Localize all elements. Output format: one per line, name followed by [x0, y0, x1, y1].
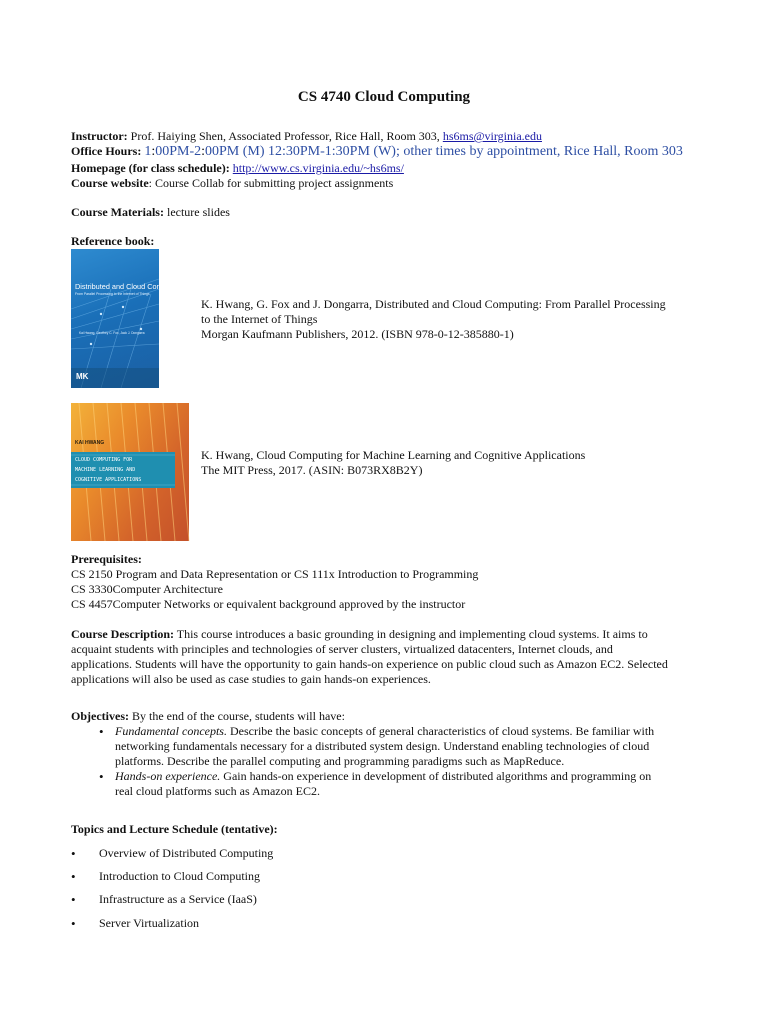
objectives-section: [71, 709, 654, 799]
objectives-intro: By the end of the course, students will have:: [128, 709, 345, 723]
topic-item: • Introduction to Cloud Computing: [99, 869, 260, 884]
topic-item: • Server Virtualization: [99, 916, 199, 931]
materials-line: [71, 205, 230, 220]
office-hours-part: :: [151, 144, 156, 159]
office-hours-part: 2: [194, 144, 202, 159]
office-hours-text: [144, 144, 683, 159]
homepage-label: Homepage (for class schedule):: [71, 161, 230, 175]
instructor-line: [71, 129, 542, 144]
website-line: [71, 176, 393, 191]
objectives-label: Objectives:: [71, 709, 129, 723]
homepage-line: [71, 161, 404, 176]
instructor-text: Prof. Haiying Shen, Associated Professor, Rice Hall, Room 303,: [127, 129, 443, 143]
cover-title-line: COGNITIVE APPLICATIONS: [75, 477, 142, 483]
topic-item: • Infrastructure as a Service (IaaS): [99, 892, 257, 907]
cover-author: KAI HWANG: [75, 440, 105, 446]
prerequisites-label: Prerequisites:: [71, 552, 142, 566]
book-cover-art: [71, 249, 183, 388]
prerequisite-item: CS 3330Computer Architecture: [71, 582, 223, 596]
materials-text: lecture slides: [163, 205, 230, 219]
book-1-citation: [201, 297, 666, 342]
prerequisite-item: CS 4457Computer Networks or equivalent background approved by the instructor: [71, 597, 466, 611]
reference-label: Reference book:: [71, 234, 155, 248]
book-1-line: K. Hwang, G. Fox and J. Dongarra, Distributed and Cloud Computing: From Parallel Processing: [201, 297, 666, 311]
objective-text: networking fundamentals necessary for a distributed system design. Understand enabling technologies of cloud: [115, 739, 650, 753]
book-1-line: to the Internet of Things: [201, 312, 318, 326]
prerequisites-section: [71, 552, 478, 612]
cover-title: [75, 455, 141, 485]
cover-subtitle: From Parallel Processing to the Internet of Things: [75, 292, 150, 296]
objective-item: [71, 769, 654, 799]
cover-title-line: CLOUD COMPUTING FOR: [75, 457, 133, 463]
website-text: : Course Collab for submitting project assignments: [148, 176, 394, 190]
book-cover-distributed-cloud: [71, 249, 183, 388]
book-2-line: K. Hwang, Cloud Computing for Machine Learning and Cognitive Applications: [201, 448, 586, 462]
instructor-email-link[interactable]: hs6ms@virginia.edu: [442, 129, 542, 143]
objective-title: Fundamental concepts.: [115, 724, 227, 738]
homepage-link[interactable]: http://www.cs.virginia.edu/~hs6ms/: [232, 161, 404, 175]
description-line: This course introduces a basic grounding in designing and implementing cloud systems. It aims to: [173, 627, 648, 641]
objectives-list: [71, 724, 654, 799]
book-cover-ml-cognitive: [71, 403, 189, 541]
topics-label: Topics and Lecture Schedule (tentative):: [71, 822, 278, 836]
objective-text: platforms. Describe the parallel computing and programming paradigms such as MapReduce.: [115, 754, 565, 768]
description-label: Course Description:: [71, 627, 174, 641]
office-hours-part: :: [201, 144, 205, 159]
prerequisite-item: CS 2150 Program and Data Representation or CS 111x Introduction to Programming: [71, 567, 479, 581]
objective-item: [71, 724, 654, 769]
description-line: applications. Students will have the opportunity to gain hands-on experience on public cloud such as Amazon EC2. Selected: [71, 657, 668, 671]
cover-title-line: MACHINE LEARNING AND: [75, 467, 136, 473]
cover-title: Distributed and Cloud Computing: [75, 282, 183, 291]
objective-text: Describe the basic concepts of general characteristics of cloud systems. Be familiar with: [226, 724, 655, 738]
office-hours-part: 1: [144, 144, 152, 159]
office-hours-part: 00PM-: [155, 144, 195, 159]
office-hours-part: 00PM (M) 12:30PM-1:30PM (W); other times by appointment, Rice Hall, Room 303: [205, 144, 683, 159]
course-description: [71, 627, 668, 687]
materials-label: Course Materials:: [71, 205, 164, 219]
book-1-line: Morgan Kaufmann Publishers, 2012. (ISBN 978-0-12-385880-1): [201, 327, 514, 341]
website-label: Course website: [71, 176, 149, 190]
description-line: applications will also be used as case studies to gain hands-on experiences.: [71, 672, 431, 686]
book-2-line: The MIT Press, 2017. (ASIN: B073RX8B2Y): [201, 463, 423, 477]
office-hours-line: [71, 144, 683, 159]
topic-item: • Overview of Distributed Computing: [99, 846, 273, 861]
page-title: CS 4740 Cloud Computing: [297, 89, 471, 105]
objective-title: Hands-on experience.: [115, 769, 221, 783]
book-2-citation: [201, 448, 585, 478]
cover-authors: Kai Hwang, Geoffrey C. Fox, Jack J. Dongarra: [79, 331, 145, 335]
office-hours-label: Office Hours:: [71, 144, 142, 158]
cover-publisher-logo: MK: [76, 372, 89, 381]
instructor-label: Instructor:: [71, 129, 128, 143]
objective-text: real cloud platforms such as Amazon EC2.: [115, 784, 320, 798]
objective-text: Gain hands-on experience in development of distributed algorithms and programming on: [220, 769, 652, 783]
description-line: acquaint students with principles and technologies of server clusters, virtualized datacenters, Internet clouds, and: [71, 642, 613, 656]
